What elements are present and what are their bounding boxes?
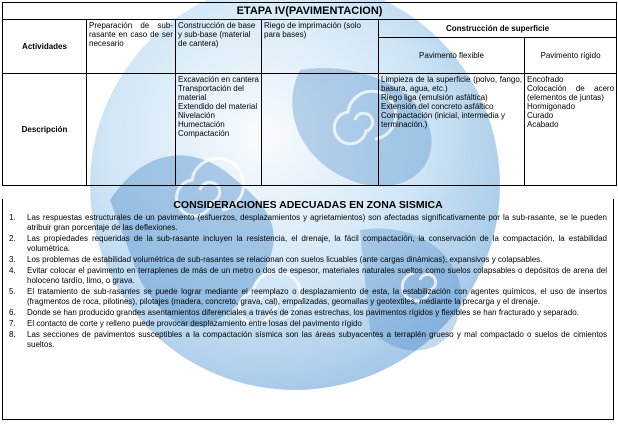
item-text: El contacto de corte y relleno puede provocar desplazamiento entre losas del pavimento rígido [27,319,362,328]
item-text: Las respuestas estructurales de un pavimento (esfuerzos, desplazamientos y agrietamientos) son afectadas significativamente por la sub-rasante, se le pueden atribuir gran porcentaje de las deflexiones. [27,213,607,232]
rigid-step: Acabado [527,120,559,129]
item-text: Las secciones de pavimentos susceptibles a la compactación sísmica son las áreas subyacentes a terraplén grueso y mal compactado o suelos de cimientos sueltos. [27,330,607,349]
consideration-item [3,266,613,286]
item-number: 3. [9,255,16,264]
item-text: Las propiedades requeridas de la sub-rasante incluyen la resistencia, el drenaje, la fácil compactación, la conservación de la compactación, la estabilidad volumétrica. [27,234,607,253]
rigid-step: Curado [527,111,554,120]
seismic-considerations-section [2,199,614,420]
item-number: 4. [9,266,16,275]
consideration-item [3,308,613,318]
stage-title: ETAPA IV(PAVIMENTACION) [3,3,617,20]
surface-construction-header: Construcción de superficie [379,20,617,38]
consideration-item [3,287,613,307]
activities-header: Actividades [3,20,87,74]
consideration-item [3,330,613,350]
flexible-steps-cell [379,74,525,186]
base-step: Compactación [178,129,230,138]
considerations-list [3,213,613,350]
rigid-steps-cell [525,74,617,186]
subgrade-prep-header [87,20,176,74]
item-number: 2. [9,234,16,243]
irrigation-description [262,74,379,186]
subgrade-prep-description [87,74,176,186]
base-step: Excavación en cantera [178,75,259,84]
rigid-step: Encofrado [527,75,564,84]
item-number: 7. [9,319,16,328]
seismic-considerations-title: CONSIDERACIONES ADECUADAS EN ZONA SISMICA [173,199,443,211]
item-text: Los problemas de estabilidad volumétrica de sub-rasantes se relacionan con suelos licuables (ante cargas dinámicas), expansivos y colapsables. [27,255,543,264]
base-step: Extendido del material [178,102,258,111]
item-number: 8. [9,330,16,339]
subgrade-prep-text: Preparación de sub-rasante en caso de ser necesario [89,21,173,48]
irrigation-header: Riego de imprimación (solo para bases) [262,20,379,74]
rigid-pavement-header: Pavimento rígido [525,38,617,74]
flexible-step: Compactación (inicial, intermedia y terminación.) [381,111,506,129]
rigid-step: Hormigonado [527,102,576,111]
rigid-step: Colocación de acero (elementos de juntas) [527,84,615,102]
base-steps-cell [176,74,262,186]
item-number: 1. [9,213,16,222]
base-step: Nivelación [178,111,215,120]
consideration-item [3,234,613,254]
pavement-stage-table [2,2,617,186]
flexible-step: Riego liga (emulsión asfáltica) [381,93,488,102]
consideration-item [3,255,613,265]
consideration-item [3,213,613,233]
description-label: Descripción [3,74,87,186]
base-construction-header: Construcción de base y sub-base (material de cantera) [176,20,262,74]
flexible-step: Limpieza de la superficie (polvo, fango, basura, agua, etc.) [381,75,522,93]
flexible-pavement-header: Pavimento flexible [379,38,525,74]
base-step: Transportación del material [178,84,244,102]
item-text: Evitar colocar el pavimento en terraplenes de más de un metro o dos de espesor, materiales naturales sueltos como suelos colapsables o depósitos de arena del holoceno tardío, limo, o grava. [27,266,607,285]
item-text: El tratamiento de sub-rasantes se puede lograr mediante el reemplazo o desplazamiento de esta, la estabilización con agentes químicos, el uso de insertos (fragmentos de roca, pilotines), pilotajes (madera, concreto, grava, cal), empalizadas, geomallas y geotextiles, mediante la precarga y el drenaje. [27,287,607,306]
item-text: Donde se han producido grandes asentamientos diferenciales a través de zonas estrechas, los pavimentos rígidos y flexibles se han fracturado y separado. [27,308,579,317]
item-number: 5. [9,287,16,296]
consideration-item [3,319,613,329]
item-number: 6. [9,308,16,317]
flexible-step: Extensión del concreto asfáltico [381,102,494,111]
base-step: Humectación [178,120,225,129]
